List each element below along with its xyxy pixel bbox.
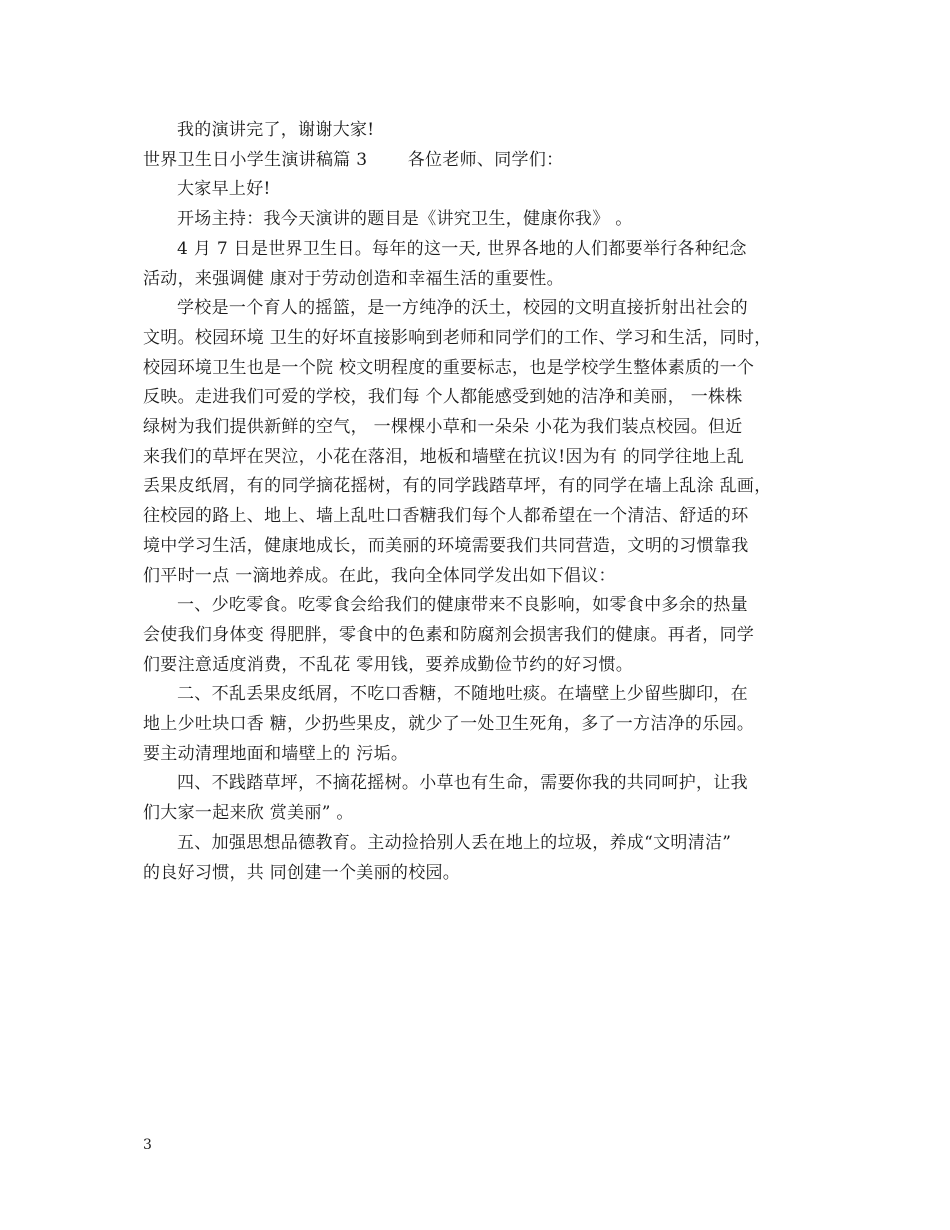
- text-line: 世界卫生日小学生演讲稿篇 3 各位老师、同学们：: [143, 149, 564, 170]
- text-line: 丢果皮纸屑，有的同学摘花摇树，有的同学践踏草坪，有的同学在墙上乱涂 乱画，: [143, 476, 772, 497]
- text-line: 五、加强思想品德教育。主动捡拾别人丢在地上的垃圾，养成“文明清洁”: [177, 832, 732, 853]
- text-line: 文明。校园环境 卫生的好坏直接影响到老师和同学们的工作、学习和生活，同时，: [143, 327, 772, 348]
- text-line: 学校是一个育人的摇篮，是一方纯净的沃土，校园的文明直接折射出社会的: [177, 298, 748, 319]
- page-number: 3: [143, 1137, 152, 1153]
- text-line: 的良好习惯，共 同创建一个美丽的校园。: [143, 862, 461, 883]
- text-line: 会使我们身体变 得肥胖，零食中的色素和防腐剂会损害我们的健康。再者，同学: [143, 624, 755, 645]
- text-line: 们大家一起来欣 赏美丽” 。: [143, 803, 354, 824]
- text-line: 要主动清理地面和墙壁上的 污垢。: [143, 743, 409, 764]
- text-line: 们要注意适度消费，不乱花 零用钱，要养成勤俭节约的好习惯。: [143, 654, 634, 675]
- text-line: 境中学习生活，健康地成长，而美丽的环境需要我们共同营造，文明的习惯靠我: [143, 535, 749, 556]
- text-line: 活动，来强调健 康对于劳动创造和幸福生活的重要性。: [143, 268, 564, 289]
- text-line: 地上少吐块口香 糖，少扔些果皮，就少了一处卫生死角，多了一方洁净的乐园。: [143, 714, 755, 735]
- text-line: 我的演讲完了，谢谢大家!: [177, 120, 375, 140]
- text-line: 反映。走进我们可爱的学校，我们每 个人都能感受到她的洁净和美丽， 一株株: [143, 387, 743, 408]
- text-line: 来我们的草坪在哭泣，小花在落泪，地板和墙壁在抗议!因为有 的同学往地上乱: [143, 446, 745, 467]
- text-line: 绿树为我们提供新鲜的空气， 一棵棵小草和一朵朵 小花为我们装点校园。但近: [143, 417, 743, 438]
- text-line: 4 月 7 日是世界卫生日。每年的这一天, 世界各地的人们都要举行各种纪念: [177, 238, 747, 259]
- text-line: 一、少吃零食。吃零食会给我们的健康带来不良影响，如零食中多余的热量: [177, 595, 748, 616]
- text-line: 们平时一点 一滴地养成。在此，我向全体同学发出如下倡议：: [143, 565, 616, 586]
- text-line: 二、不乱丢果皮纸屑，不吃口香糖，不随地吐痰。在墙壁上少留些脚印，在: [177, 684, 748, 705]
- text-line: 校园环境卫生也是一个院 校文明程度的重要标志，也是学校学生整体素质的一个: [143, 357, 755, 378]
- document-body: [143, 116, 811, 888]
- text-line: 四、不践踏草坪，不摘花摇树。小草也有生命，需要你我的共同呵护，让我: [177, 773, 748, 794]
- text-line: 大家早上好!: [177, 179, 271, 200]
- text-line: 开场主持：我今天演讲的题目是《讲究卫生，健康你我》 。: [177, 209, 633, 230]
- text-line: 往校园的路上、地上、墙上乱吐口香糖我们每个人都希望在一个清洁、舒适的环: [143, 506, 749, 527]
